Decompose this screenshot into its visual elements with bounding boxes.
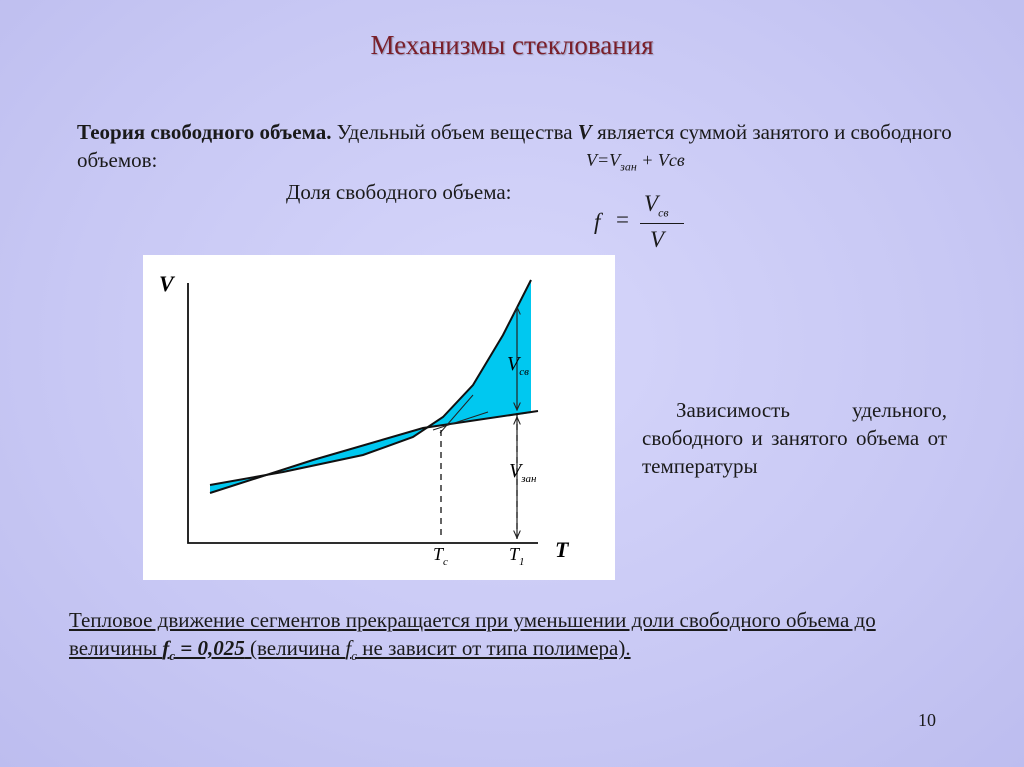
- fc-symbol: $f_c = 0,025$: [162, 636, 245, 664]
- vzan-label: $V_{зан}$: [509, 460, 537, 485]
- formula-sub: зан: [620, 159, 637, 174]
- fc-symbol-2: $f_c$: [345, 636, 358, 664]
- conclusion-text: [69, 606, 949, 670]
- axis-x-label: T: [555, 537, 569, 562]
- intro-text2: является суммой занятого и свободного объемов:: [77, 120, 952, 172]
- free-volume-area: [210, 280, 531, 493]
- fraction-label: Доля свободного объема:: [286, 180, 512, 204]
- slide-title: Механизмы стеклования: [370, 30, 654, 60]
- diagram-svg: [143, 255, 615, 580]
- t1-tick-label: $T_1$: [509, 544, 525, 568]
- intro-bold: Теория свободного объема.: [77, 120, 332, 144]
- axis-y-label: V: [159, 271, 174, 296]
- page-number: 10: [918, 710, 936, 730]
- diagram-caption: Зависимость удельного, свободного и занятого объема от температуры: [642, 398, 947, 478]
- conclusion-part3: не зависит от типа полимера).: [357, 636, 631, 660]
- fraction-bar: [640, 223, 684, 224]
- vsv-label: $V_{св}$: [507, 353, 529, 378]
- intro-paragraph: [77, 118, 957, 174]
- conclusion-part1: Тепловое движение сегментов прекращается при уменьшении доли свободного объема до величины: [69, 608, 876, 660]
- intro-v: V: [577, 120, 592, 144]
- conclusion-part2: (величина: [244, 636, 346, 660]
- total-volume-formula: [586, 150, 685, 175]
- fraction-eq: =: [616, 207, 629, 232]
- fraction-denominator: V: [650, 227, 665, 252]
- volume-temperature-diagram: [143, 255, 615, 580]
- fraction-f: f: [594, 209, 601, 234]
- formula-rhs: + Vсв: [636, 150, 685, 170]
- fraction-numerator: $V_{св}$: [644, 191, 669, 220]
- formula-lhs: V=V: [586, 150, 621, 170]
- tc-tick-label: $T_c$: [433, 544, 448, 568]
- intro-text: Удельный объем вещества: [331, 120, 578, 144]
